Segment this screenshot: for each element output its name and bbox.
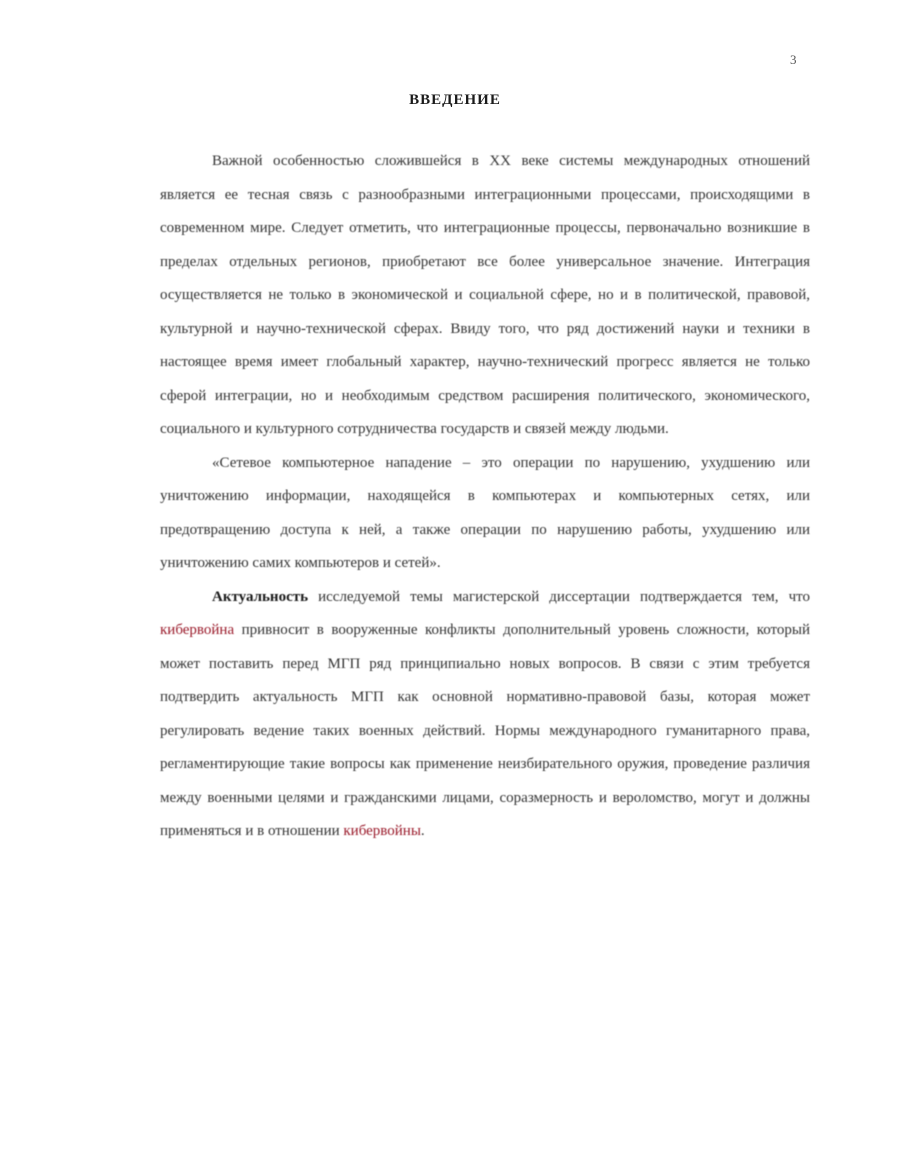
- paragraph-text: «Сетевое компьютерное нападение – это операции по нарушению, ухудшению или уничтожению информации, находящейся в компьютерах и компьютерных сетях, или предотвращению доступа к ней, а также операции по нарушению работы, ухудшению или уничтожению самих компьютеров и сетей».: [160, 454, 810, 571]
- page-title: ВВЕДЕНИЕ: [409, 92, 501, 108]
- highlighted-term: кибервойны: [343, 823, 421, 839]
- paragraph: [160, 145, 810, 447]
- paragraph: [160, 581, 810, 849]
- paragraph-text: исследуемой темы магистерской диссертации подтверждается тем, что: [308, 588, 810, 605]
- paragraph-text: .: [420, 823, 425, 839]
- paragraph: [160, 447, 810, 581]
- highlighted-term: кибервойна: [160, 622, 235, 638]
- body-text: [160, 145, 810, 849]
- bold-term: Актуальность: [212, 588, 309, 605]
- paragraph-text: Важной особенностью сложившейся в XX веке системы международных отношений является ее тесная связь с разнообразными интеграционными процессами, происходящими в современном мире. Следует отметить, что интеграционные процессы, первоначально возникшие в пределах отдельных регионов, приобретают все более универсальное значение. Интеграция осуществляется не только в экономической и социальной сфере, но и в политической, правовой, культурной и научно-технической сферах. Ввиду того, что ряд достижений науки и техники в настоящее время имеет глобальный характер, научно-технический прогресс является не только сферой интеграции, но и необходимым средством расширения политического, экономического, социального и культурного сотрудничества государств и связей между людьми.: [160, 153, 810, 437]
- paragraph-text: привносит в вооруженные конфликты дополнительный уровень сложности, который может поставить перед МГП ряд принципиально новых вопросов. В связи с этим требуется подтвердить актуальность МГП как основной нормативно-правовой базы, которая может регулировать ведение таких военных действий. Нормы международного гуманитарного права, регламентирующие такие вопросы как применение неизбирательного оружия, проведение различия между военными целями и гражданскими лицами, соразмерность и вероломство, могут и должны применяться и в отношении: [160, 622, 810, 839]
- page-number: 3: [790, 52, 797, 67]
